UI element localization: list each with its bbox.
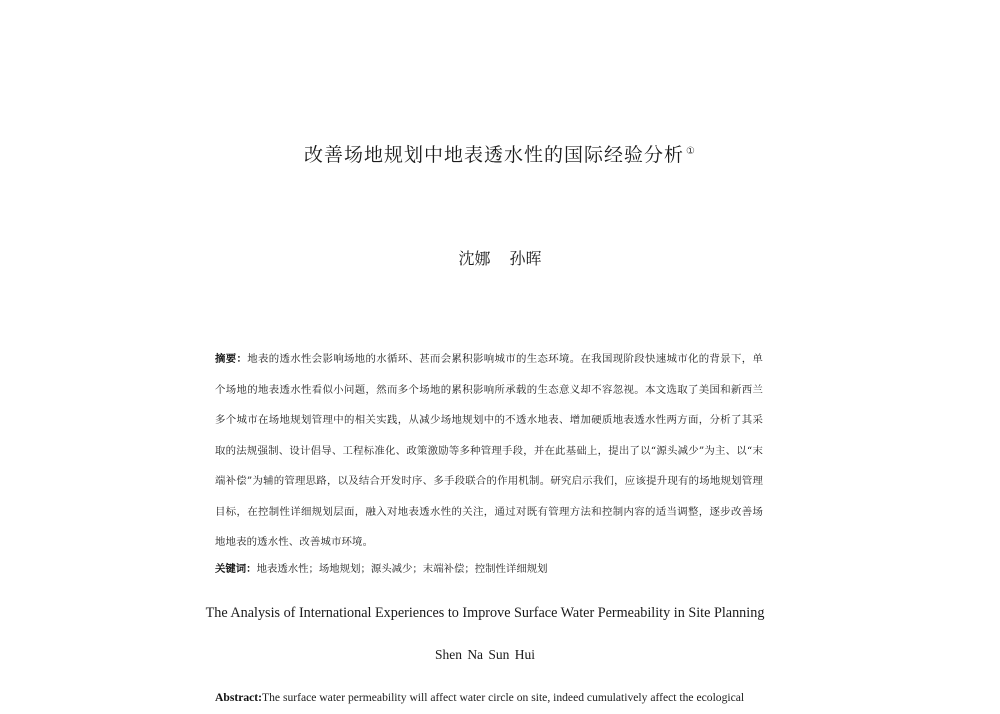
- chinese-abstract-label: 摘要：: [215, 353, 248, 365]
- chinese-authors: 沈娜 孙晖: [458, 249, 542, 268]
- english-abstract-label: Abstract:: [215, 691, 263, 704]
- chinese-title-text: 改善场地规划中地表透水性的国际经验分析: [304, 144, 685, 166]
- english-abstract-text: The surface water permeability will affect water circle on site, indeed cumulatively affect the ecological: [262, 691, 745, 704]
- title-footnote-marker: ①: [686, 145, 696, 157]
- chinese-keywords-text: 地表透水性；场地规划；源头减少；末端补偿；控制性详细规划: [256, 563, 548, 575]
- english-authors: Shen Na Sun Hui: [434, 647, 536, 662]
- chinese-keywords: [215, 560, 763, 578]
- chinese-abstract-text: 地表的透水性会影响场地的水循环、甚而会累积影响城市的生态环境。在我国现阶段快速城市化的背景下，单个场地的地表透水性看似小问题，然而多个场地的累积影响所承载的生态意义却不容忽视。本文选取了美国和新西兰多个城市在场地规划管理中的相关实践，从减少场地规划中的不透水地表、增加硬质地表透水性两方面，分析了其采取的法规强制、设计倡导、工程标准化、政策激励等多种管理手段，并在此基础上，提出了以“源头减少”为主、以“末端补偿”为辅的管理思路，以及结合开发时序、多手段联合的作用机制。研究启示我们，应该提升现有的场地规划管理目标，在控制性详细规划层面，融入对地表透水性的关注，通过对既有管理方法和控制内容的适当调整，逐步改善场地地表的透水性、改善城市环境。: [215, 353, 763, 548]
- chinese-abstract: [215, 344, 763, 558]
- english-title: The Analysis of International Experiences to Improve Surface Water Permeability in Site Planning: [205, 605, 765, 621]
- english-abstract: [215, 688, 763, 708]
- chinese-title: [0, 140, 1000, 167]
- chinese-keywords-label: 关键词：: [215, 563, 257, 575]
